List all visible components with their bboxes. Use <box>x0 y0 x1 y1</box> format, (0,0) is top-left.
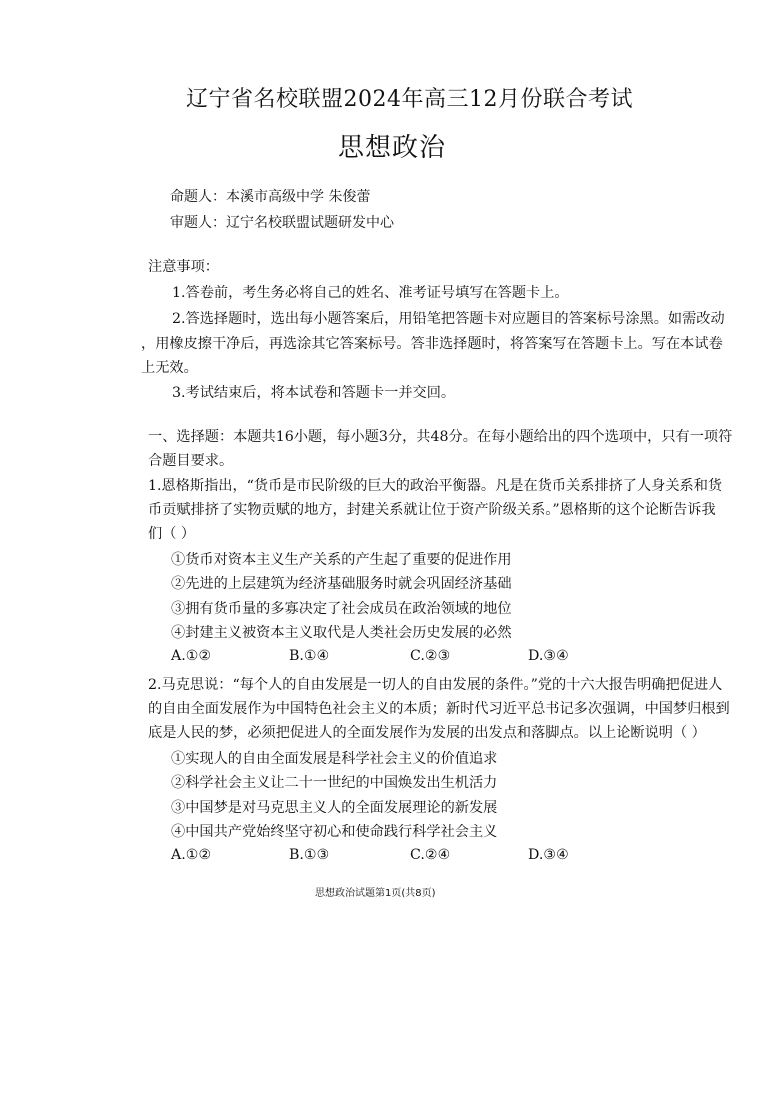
question-2-statement-1: ①实现人的自由全面发展是科学社会主义的价值追求 <box>171 751 498 767</box>
question-2-choice-a[interactable]: A.①② <box>171 847 212 863</box>
question-1-stem-line-2: 币贡赋排挤了实物贡赋的地方，封建关系就让位于资产阶级关系。”恩格斯的这个论断告诉我 <box>148 502 716 518</box>
question-2-statement-4: ④中国共产党始终坚守初心和使命践行科学社会主义 <box>171 824 498 840</box>
question-2-choice-b[interactable]: B.①③ <box>289 847 330 863</box>
note-1: 1.答卷前，考生务必将自己的姓名、准考证号填写在答题卡上。 <box>172 285 569 301</box>
question-1-stem-line-3: 们（ ） <box>148 526 196 542</box>
question-1-statement-3: ③拥有货币量的多寡决定了社会成员在政治领域的地位 <box>171 601 512 617</box>
question-2-stem-line-1: 2.马克思说：“每个人的自由发展是一切人的自由发展的条件。”党的十六大报告明确把促进人 <box>148 677 723 693</box>
note-2-line-3: 上无效。 <box>141 360 198 376</box>
question-1-choice-c[interactable]: C.②③ <box>410 648 451 664</box>
page-footer: 思想政治试题第1页(共8页) <box>315 888 436 899</box>
question-1-stem-line-1: 1.恩格斯指出，“货币是市民阶级的巨大的政治平衡器。凡是在货币关系排挤了人身关系和货 <box>148 478 723 494</box>
reviewer-line: 审题人：辽宁名校联盟试题研发中心 <box>170 215 394 231</box>
question-2-stem-line-2: 的自由全面发展作为中国特色社会主义的本质；新时代习近平总书记多次强调，中国梦归根到 <box>148 701 730 717</box>
author-line: 命题人：本溪市高级中学 朱俊蕾 <box>170 189 371 205</box>
note-3: 3.考试结束后，将本试卷和答题卡一并交回。 <box>172 385 456 401</box>
question-2-statement-3: ③中国梦是对马克思主义人的全面发展理论的新发展 <box>171 800 498 816</box>
question-1-statement-4: ④封建主义被资本主义取代是人类社会历史发展的必然 <box>171 625 512 641</box>
question-2-stem-line-3: 底是人民的梦，必须把促进人的全面发展作为发展的出发点和落脚点。以上论断说明（ ） <box>148 725 706 741</box>
question-1-choice-b[interactable]: B.①④ <box>289 648 330 664</box>
question-1-choice-d[interactable]: D.③④ <box>528 648 569 664</box>
note-2-line-1: 2.答选择题时，选出每小题答案后，用铅笔把答题卡对应题目的答案标号涂黑。如需改动 <box>172 311 725 327</box>
question-1-statement-2: ②先进的上层建筑为经济基础服务时就会巩固经济基础 <box>171 576 512 592</box>
question-2-choice-c[interactable]: C.②④ <box>410 847 451 863</box>
question-1-choice-a[interactable]: A.①② <box>171 648 212 664</box>
question-2-choice-d[interactable]: D.③④ <box>528 847 569 863</box>
question-2-statement-2: ②科学社会主义让二十一世纪的中国焕发出生机活力 <box>171 775 498 791</box>
question-1-statement-1: ①货币对资本主义生产关系的产生起了重要的促进作用 <box>171 552 512 568</box>
note-2-line-2: ，用橡皮擦干净后，再选涂其它答案标号。答非选择题时，将答案写在答题卡上。写在本试卷 <box>141 336 723 352</box>
section-heading-line-2: 合题目要求。 <box>148 453 234 469</box>
notes-heading: 注意事项： <box>148 259 219 275</box>
section-heading-line-1: 一、选择题：本题共16小题，每小题3分，共48分。在每小题给出的四个选项中，只有一项符 <box>148 429 733 445</box>
subject-title: 思想政治 <box>338 133 447 163</box>
exam-title: 辽宁省名校联盟2024年高三12月份联合考试 <box>186 87 633 112</box>
